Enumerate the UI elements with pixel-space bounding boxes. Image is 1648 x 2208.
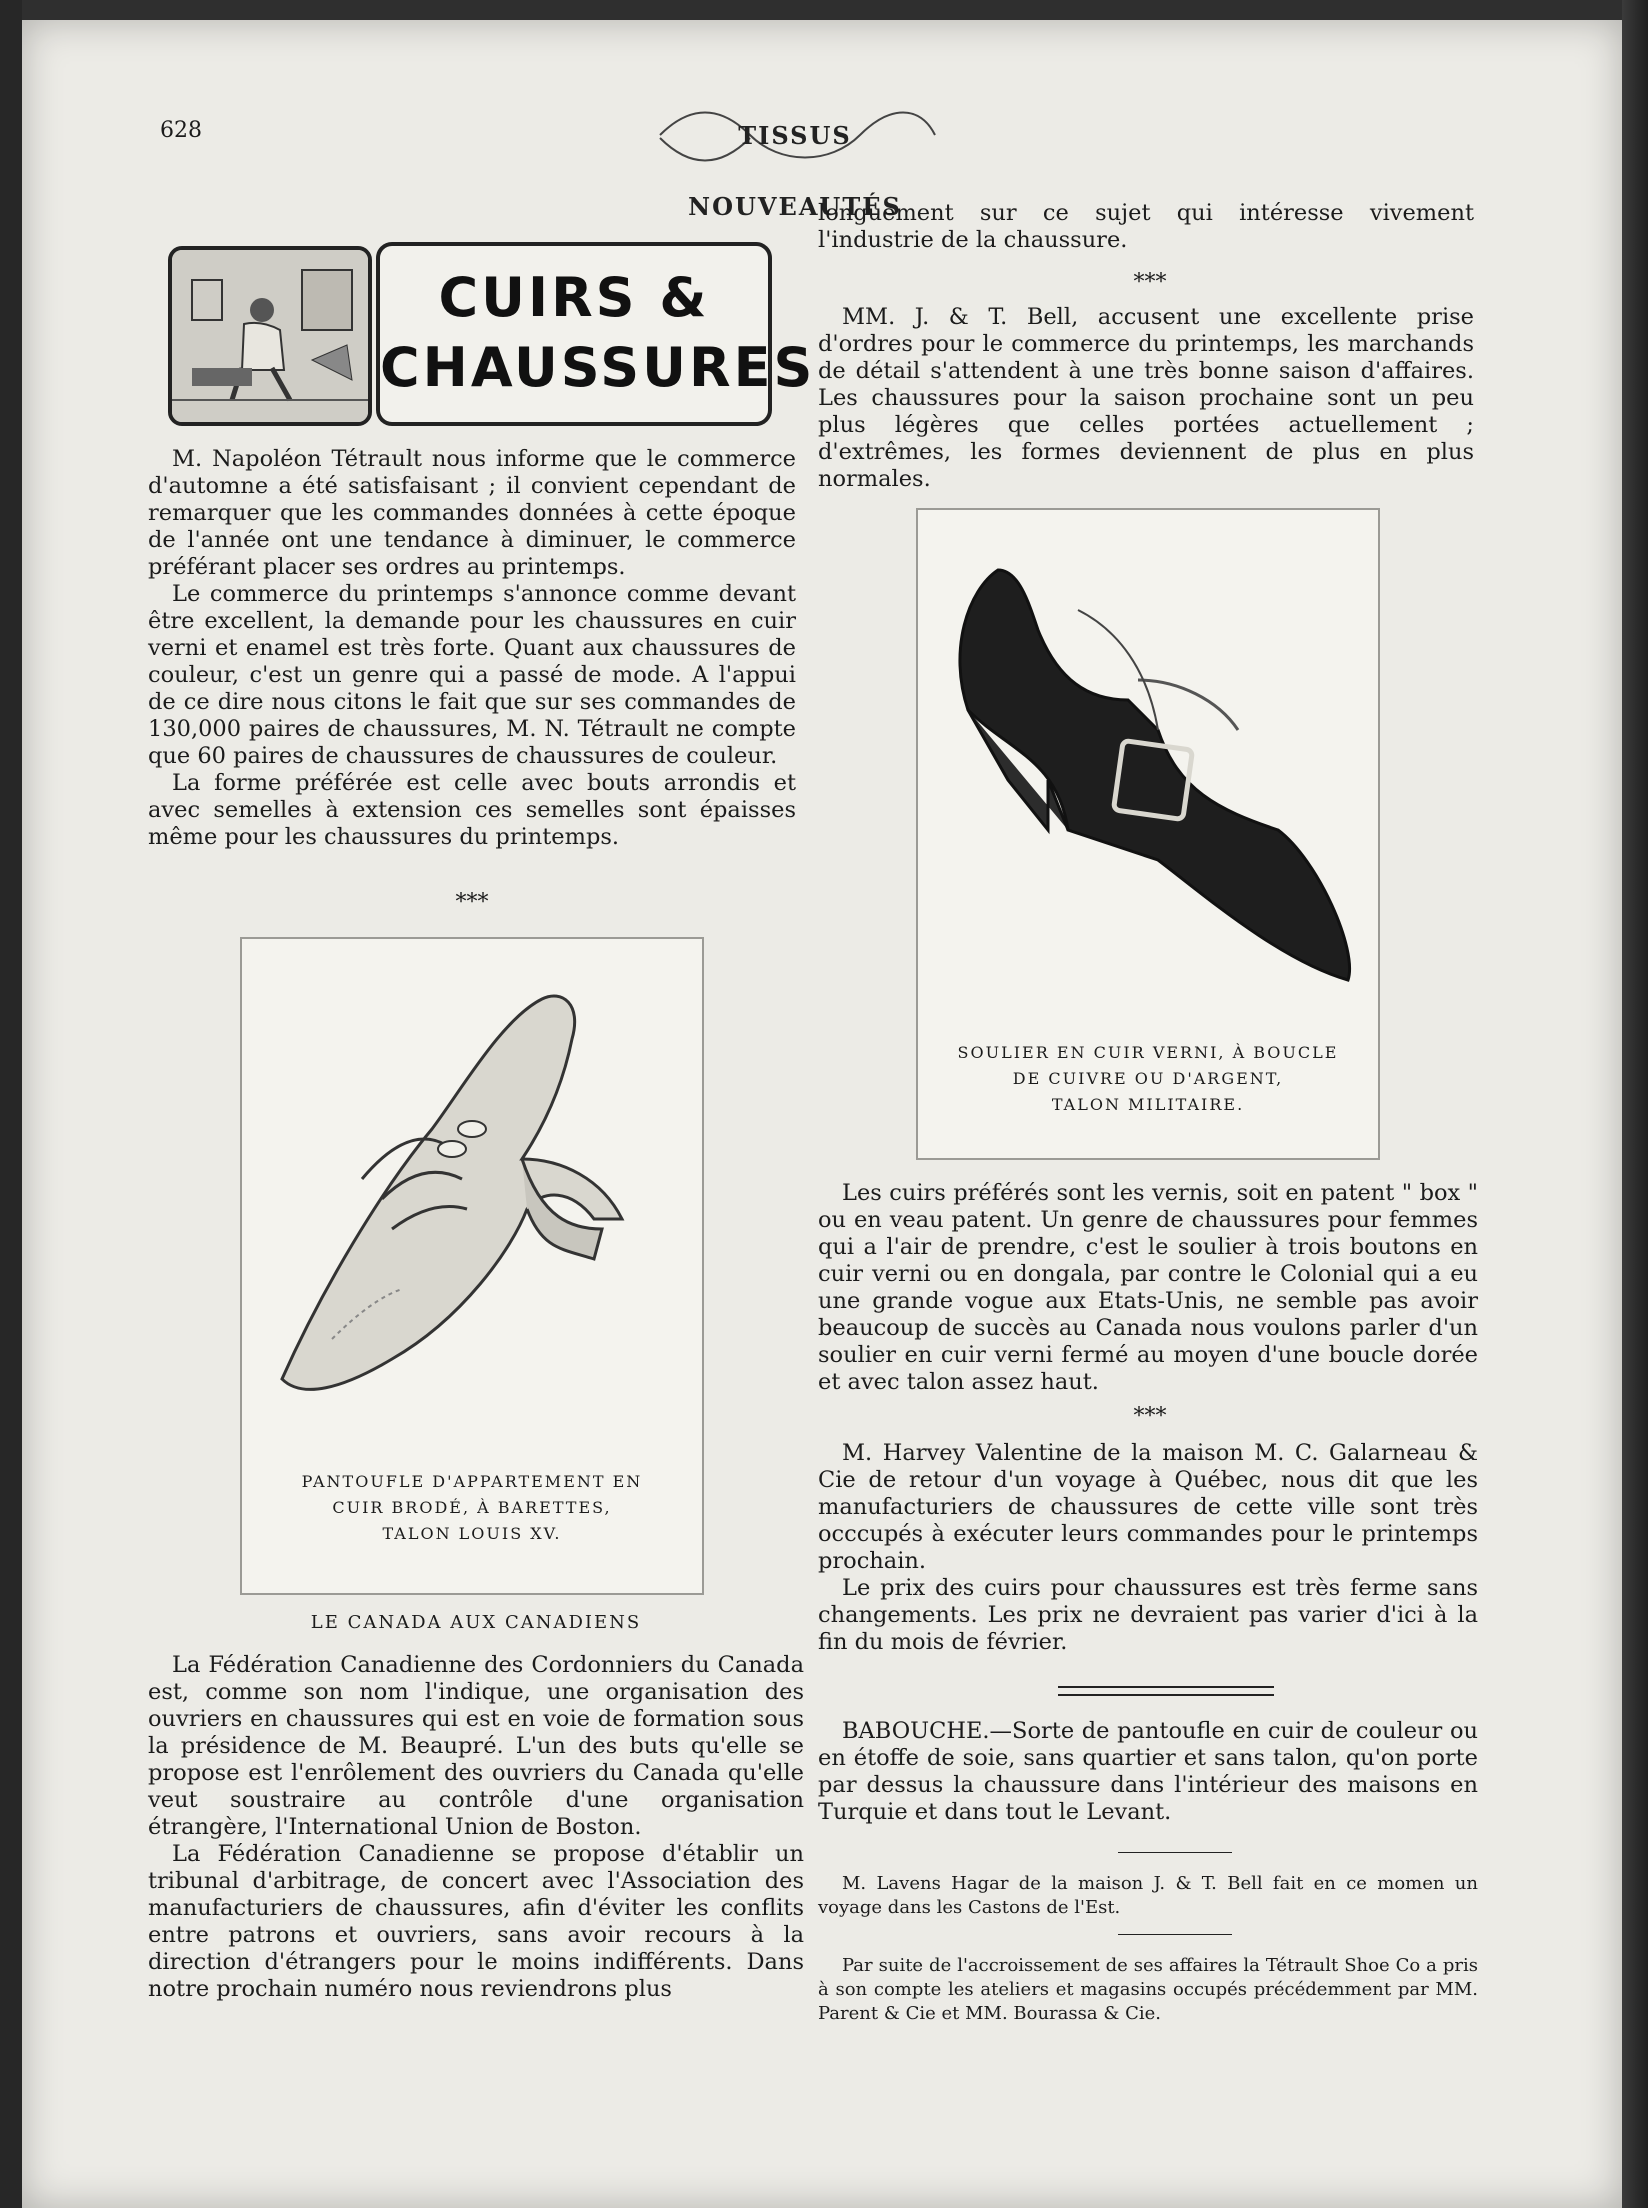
- right-column-article: [818, 200, 1474, 254]
- paragraph: Le prix des cuirs pour chaussures est très ferme sans changements. Les prix ne devraient pas varier d'ici à la fin du mois de février.: [818, 1575, 1478, 1655]
- cuirs-article: [818, 1180, 1478, 1396]
- caption-line: TALON MILITAIRE.: [1051, 1095, 1245, 1114]
- section-title-line1: CUIRS &: [438, 266, 710, 329]
- section-title-line2: CHAUSSURES: [380, 336, 816, 399]
- caption-line: TALON LOUIS XV.: [382, 1524, 562, 1543]
- masthead-text: TISSUS NOUVEAUTÉS: [688, 121, 902, 221]
- paragraph: M. Lavens Hagar de la maison J. & T. Bell fait en ce momen un voyage dans les Castons de l'Est.: [818, 1873, 1478, 1918]
- slipper-illustration: [242, 959, 702, 1459]
- bell-article: [818, 304, 1474, 493]
- shoe-illustration: [918, 530, 1378, 1010]
- federation-article: [148, 1652, 804, 2003]
- separator-stars: ***: [455, 890, 489, 915]
- caption-line: SOULIER EN CUIR VERNI, À BOUCLE: [957, 1043, 1339, 1062]
- figure-caption: [918, 1040, 1378, 1118]
- masthead-logo: [650, 100, 940, 221]
- paragraph: La Fédération Canadienne des Cordonniers du Canada est, comme son nom l'indique, une organisation des ouvriers en chaussures qui est en voie de formation sous la présidence de M. Beaupré. L'un des buts qu'elle se propose est l'enrôlement des ouvriers du Canada qu'elle veut soustraire au contrôle d'une organisation étrangère, l'International Union de Boston.: [148, 1652, 804, 1840]
- page-binding-right: [1622, 0, 1648, 2208]
- tetrault-note: [818, 1954, 1478, 2026]
- separator-stars: ***: [1133, 1404, 1167, 1429]
- figure-pantoufle: [240, 937, 704, 1595]
- paragraph: Le commerce du printemps s'annonce comme devant être excellent, la demande pour les chaussures en cuir verni et enamel est très forte. Quant aux chaussures de couleur, c'est un genre qui a passé de mode. A l'appui de ce dire nous citons le fait que sur ses commandes de 130,000 paires de chaussures, M. N. Tétrault ne compte que 60 paires de chaussures de chaussures de couleur.: [148, 581, 796, 769]
- section-title-panel: [376, 242, 816, 426]
- caption-line: PANTOUFLE D'APPARTEMENT EN: [301, 1472, 643, 1491]
- paragraph: BABOUCHE.—Sorte de pantoufle en cuir de couleur ou en étoffe de soie, sans quartier et sans talon, qu'on porte par dessus la chaussure dans l'intérieur des maisons en Turquie et dans tout le Levant.: [818, 1718, 1478, 1825]
- figure-caption: [242, 1469, 702, 1547]
- double-rule-top: [1058, 1686, 1274, 1688]
- cobbler-illustration: [168, 246, 372, 426]
- paragraph: La Fédération Canadienne se propose d'établir un tribunal d'arbitrage, de concert avec l'Association des manufacturiers de chaussures, afin d'éviter les conflits entre patrons et ouvriers, sans avoir recours à la direction d'étrangers pour le moins indifférents. Dans notre prochain numéro nous reviendrons plus: [148, 1841, 804, 2002]
- valentine-article: [818, 1440, 1478, 1656]
- short-rule: [1118, 1934, 1232, 1935]
- left-column-article: [148, 446, 796, 851]
- babouche-definition: [818, 1718, 1478, 1826]
- paragraph: longuement sur ce sujet qui intéresse vivement l'industrie de la chaussure.: [818, 200, 1474, 253]
- paragraph: Les cuirs préférés sont les vernis, soit en patent " box " ou en veau patent. Un genre de chaussures pour femmes qui a l'air de prendre, c'est le soulier à trois boutons en cuir verni ou en dongala, par contre le Colonial qui a eu une grande vogue aux Etats-Unis, ne semble pas avoir beaucoup de succès au Canada nous voulons parler d'un soulier en cuir verni fermé au moyen d'une boucle dorée et avec talon assez haut.: [818, 1180, 1478, 1395]
- section-heading: LE CANADA AUX CANADIENS: [310, 1612, 642, 1633]
- caption-line: CUIR BRODÉ, À BARETTES,: [332, 1498, 612, 1517]
- paragraph: M. Napoléon Tétrault nous informe que le commerce d'automne a été satisfaisant ; il convient cependant de remarquer que les commandes données à cette époque de l'année ont une tendance à diminuer, le commerce préférant placer ses ordres au printemps.: [148, 446, 796, 580]
- paragraph: M. Harvey Valentine de la maison M. C. Galarneau & Cie de retour d'un voyage à Québec, nous dit que les manufacturiers de chaussures de cette ville sont très occcupés à exécuter leurs commandes pour le printemps prochain.: [818, 1440, 1478, 1574]
- page-number: 628: [160, 118, 202, 143]
- paragraph: La forme préférée est celle avec bouts arrondis et avec semelles à extension ces semelles sont épaisses même pour les chaussures du printemps.: [148, 770, 796, 850]
- short-rule: [1118, 1852, 1232, 1853]
- double-rule-bottom: [1058, 1694, 1274, 1696]
- separator-stars: ***: [1133, 270, 1167, 295]
- paragraph: Par suite de l'accroissement de ses affaires la Tétrault Shoe Co a pris à son compte les ateliers et magasins occupés précédemment par MM. Parent & Cie et MM. Bourassa & Cie.: [818, 1955, 1478, 2024]
- paragraph: MM. J. & T. Bell, accusent une excellente prise d'ordres pour le commerce du printemps, les marchands de détail s'attendent à une très bonne saison d'affaires. Les chaussures pour la saison prochaine sont un peu plus légères que celles portées actuellement ; d'extrêmes, les formes deviennent de plus en plus normales.: [818, 304, 1474, 492]
- caption-line: DE CUIVRE OU D'ARGENT,: [1012, 1069, 1284, 1088]
- hagar-note: [818, 1872, 1478, 1920]
- figure-soulier: [916, 508, 1380, 1160]
- page-binding-left: [0, 0, 22, 2208]
